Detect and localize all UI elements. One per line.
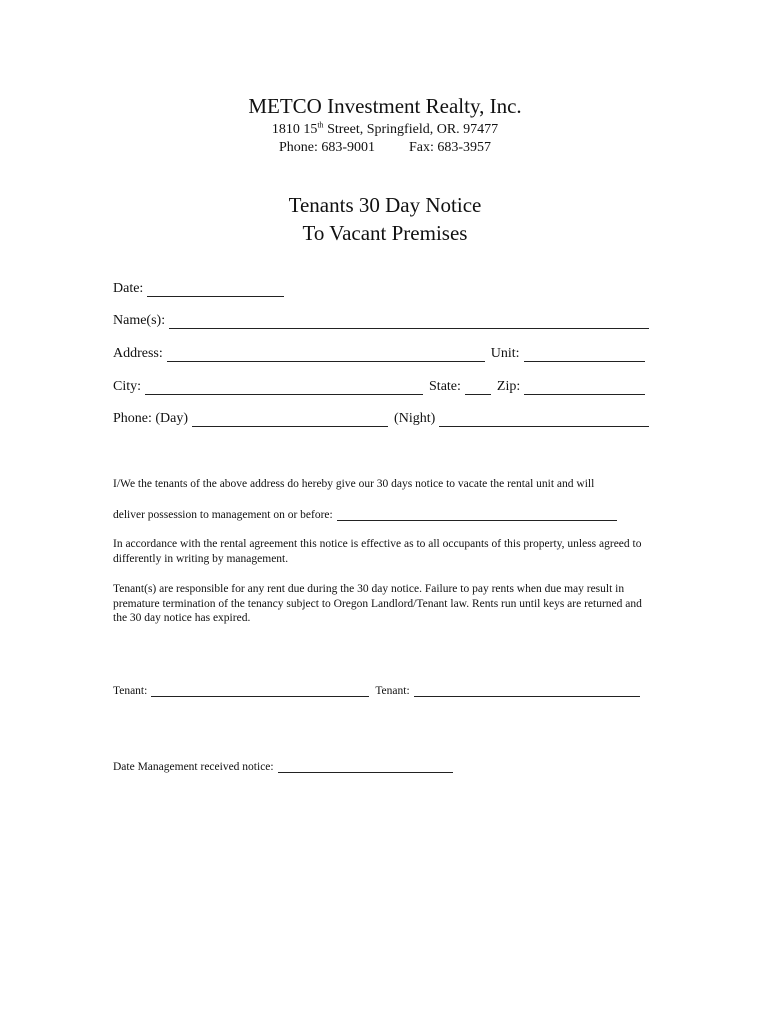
company-name: METCO Investment Realty, Inc. [248,94,522,118]
management-received-row [113,760,459,773]
notice-title-line1: Tenants 30 Day Notice [288,193,482,217]
address-ordinal: th [317,120,324,130]
zip-label: Zip: [496,379,521,394]
state-field[interactable] [465,380,491,395]
names-label: Name(s): [113,313,166,328]
possession-label: deliver possession to management on or before: [113,509,333,521]
address-suffix: Street, Springfield, OR. 97477 [323,122,499,137]
company-contact [0,140,770,156]
date-received-field[interactable] [278,760,453,773]
rent-responsibility-paragraph: Tenant(s) are responsible for any rent due during the 30 day notice. Failure to pay rents when due may result in premature termination of the tenancy subject to Oregon Landlord/Tenant law. Rents run until keys are returned and the 30 day notice has expired. [113,583,642,624]
tenant2-signature-field[interactable] [414,684,640,697]
notice-title-line2: To Vacant Premises [302,221,468,245]
notice-statement: I/We the tenants of the above address do hereby give our 30 days notice to vacate the rental unit and will [113,478,595,490]
phone-number: Phone: 683-9001 [278,140,375,155]
phone-day-field[interactable] [192,412,388,427]
tenant1-label: Tenant: [113,685,148,697]
names-row [113,313,655,329]
zip-field[interactable] [524,380,645,395]
address-row [113,346,651,362]
date-field[interactable] [147,282,284,297]
rental-agreement-paragraph: In accordance with the rental agreement this notice is effective as to all occupants of this property, unless agreed to differently in writing by management. [113,538,642,565]
possession-date-field[interactable] [337,508,617,521]
address-prefix: 1810 15 [271,122,318,137]
company-address [0,122,770,138]
city-label: City: [113,379,142,394]
state-label: State: [429,379,461,394]
fax-number: Fax: 683-3957 [409,140,492,155]
city-row [113,379,651,395]
city-field[interactable] [145,380,423,395]
address-label: Address: [113,346,163,361]
names-field[interactable] [169,314,649,329]
tenant2-label: Tenant: [375,685,410,697]
possession-row [113,508,623,521]
unit-label: Unit: [490,346,520,361]
tenant-signature-row [113,684,646,697]
unit-field[interactable] [524,347,645,362]
phone-night-field[interactable] [439,412,649,427]
date-label: Date: [113,281,144,296]
date-received-label: Date Management received notice: [113,761,274,773]
phone-row [113,411,655,427]
phone-night-label: (Night) [394,411,436,426]
tenant1-signature-field[interactable] [151,684,369,697]
date-row [113,281,290,297]
address-field[interactable] [167,347,485,362]
phone-day-label: Phone: (Day) [113,411,189,426]
